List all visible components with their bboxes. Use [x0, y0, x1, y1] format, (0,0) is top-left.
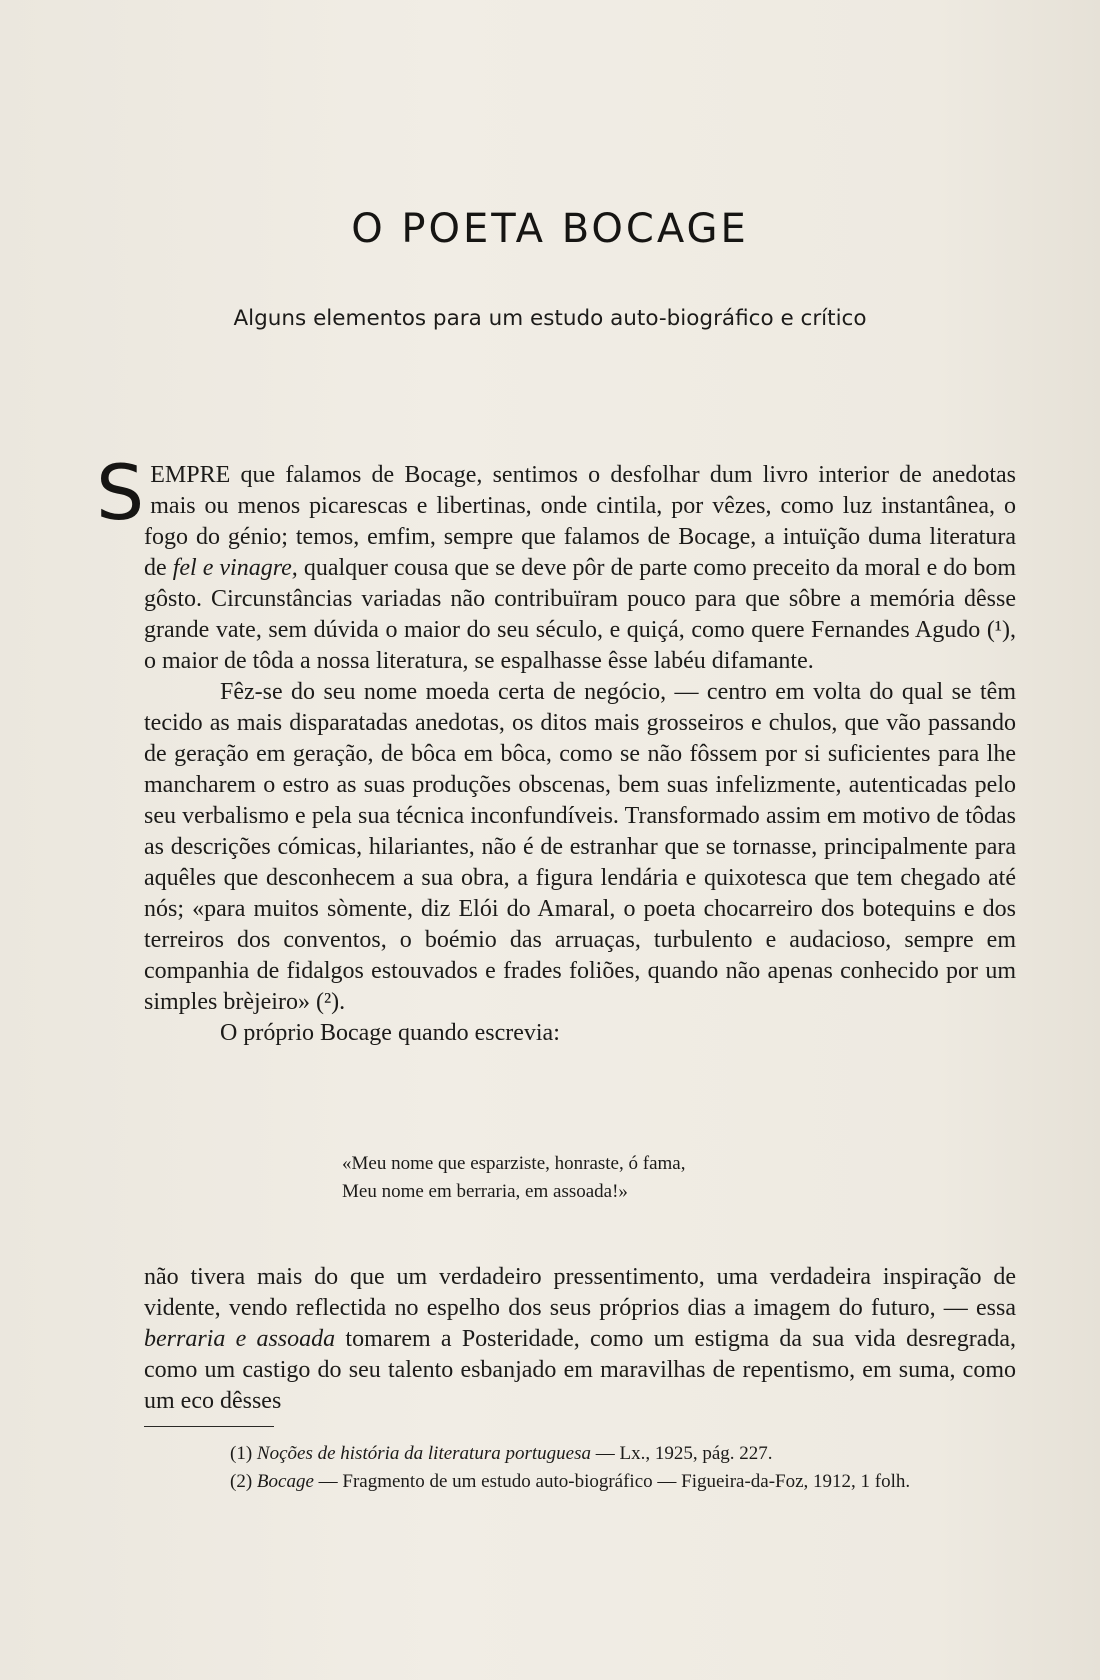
- footnote-2-mark: (2): [230, 1471, 253, 1492]
- footnote-rule: [144, 1426, 274, 1427]
- paragraph-4-italic: berraria e assoada: [144, 1326, 336, 1352]
- main-text: [96, 448, 1016, 1049]
- paragraph-4: [144, 1262, 1016, 1417]
- paragraph-1-italic: fel e vinagre,: [172, 555, 298, 581]
- footnote-2-rest: — Fragmento de um estudo auto-biográfico — Figueira-da-Foz, 1912, 1 folh.: [313, 1471, 911, 1492]
- paragraph-1-text-a: EMPRE que falamos de Bocage, sentimos o desfolhar dum livro interior de anedotas mais ou menos picarescas e libertinas, onde cintila, por vêzes, como luz instantânea, o fogo do génio; temos, emfim, sempre que falamos de Bocage, a intuïção duma literatura de: [144, 462, 1016, 581]
- paragraph-1: [96, 448, 1016, 677]
- footnote-1: [144, 1440, 1016, 1468]
- footnote-1-rest: — Lx., 1925, pág. 227.: [590, 1443, 773, 1464]
- verse-line-1: «Meu nome que esparziste, honraste, ó fama,: [342, 1153, 686, 1174]
- footnote-2-title: Bocage: [256, 1471, 314, 1492]
- footnote-1-mark: (1): [230, 1443, 253, 1464]
- paragraph-2: Fêz-se do seu nome moeda certa de negócio, — centro em volta do qual se têm tecido as mais disparatadas anedotas, os ditos mais grosseiros e chulos, que vão passando de geração em geração, de bôca em bôca, como se não fôssem por si suficientes para lhe mancharem o estro as suas produções obscenas, bem suas infelizmente, autenticadas pelo seu verbalismo e pela sua técnica inconfundíveis. Transformado assim em motivo de tôdas as descrições cómicas, hilariantes, não é de estranhar que se tornasse, principalmente para aquêles que desconhecem a sua obra, a figura lendária e quixotesca que tem chegado até nós; «para muitos sòmente, diz Elói do Amaral, o poeta chocarreiro dos botequins e dos terreiros dos conventos, o boémio das arruaças, turbulento e audacioso, sempre em companhia de fidalgos estouvados e frades foliões, quando não apenas conhecido por um simples brèjeiro» (²).: [144, 679, 1016, 1015]
- verse-line-2: Meu nome em berraria, em assoada!»: [342, 1181, 628, 1202]
- paragraph-1-text-b: qualquer cousa que se deve pôr de parte como preceito da moral e do bom gôsto. Circunstâncias variadas não contribuïram pouco para que sôbre a memória dêsse grande vate, sem dúvida o maior do seu século, e quiçá, como quere Fernandes Agudo (¹), o maior de tôda a nossa literatura, se espalhasse êsse labéu difamante.: [144, 555, 1016, 674]
- paragraph-4-text-a: não tivera mais do que um verdadeiro pressentimento, uma verdadeira inspiração de vidente, vendo reflectida no espelho dos seus próprios dias a imagem do futuro, — essa: [144, 1264, 1016, 1321]
- verse-quote: [342, 1150, 685, 1206]
- footnote-1-title: Noções de história da literatura portuguesa: [256, 1443, 591, 1464]
- page-subtitle: Alguns elementos para um estudo auto-biográfico e crítico: [233, 306, 867, 331]
- footnote-2: [144, 1468, 1016, 1496]
- paragraph-3: O próprio Bocage quando escrevia:: [220, 1020, 560, 1046]
- page-title: O POETA BOCAGE: [351, 206, 749, 252]
- drop-cap: S: [96, 448, 145, 537]
- footnotes: [144, 1440, 1016, 1496]
- paragraph-4-text-b: tomarem a Posteridade, como um estigma da sua vida desregrada, como um castigo do seu talento esbanjado em maravilhas de repentismo, em suma, como um eco dêsses: [144, 1326, 1016, 1414]
